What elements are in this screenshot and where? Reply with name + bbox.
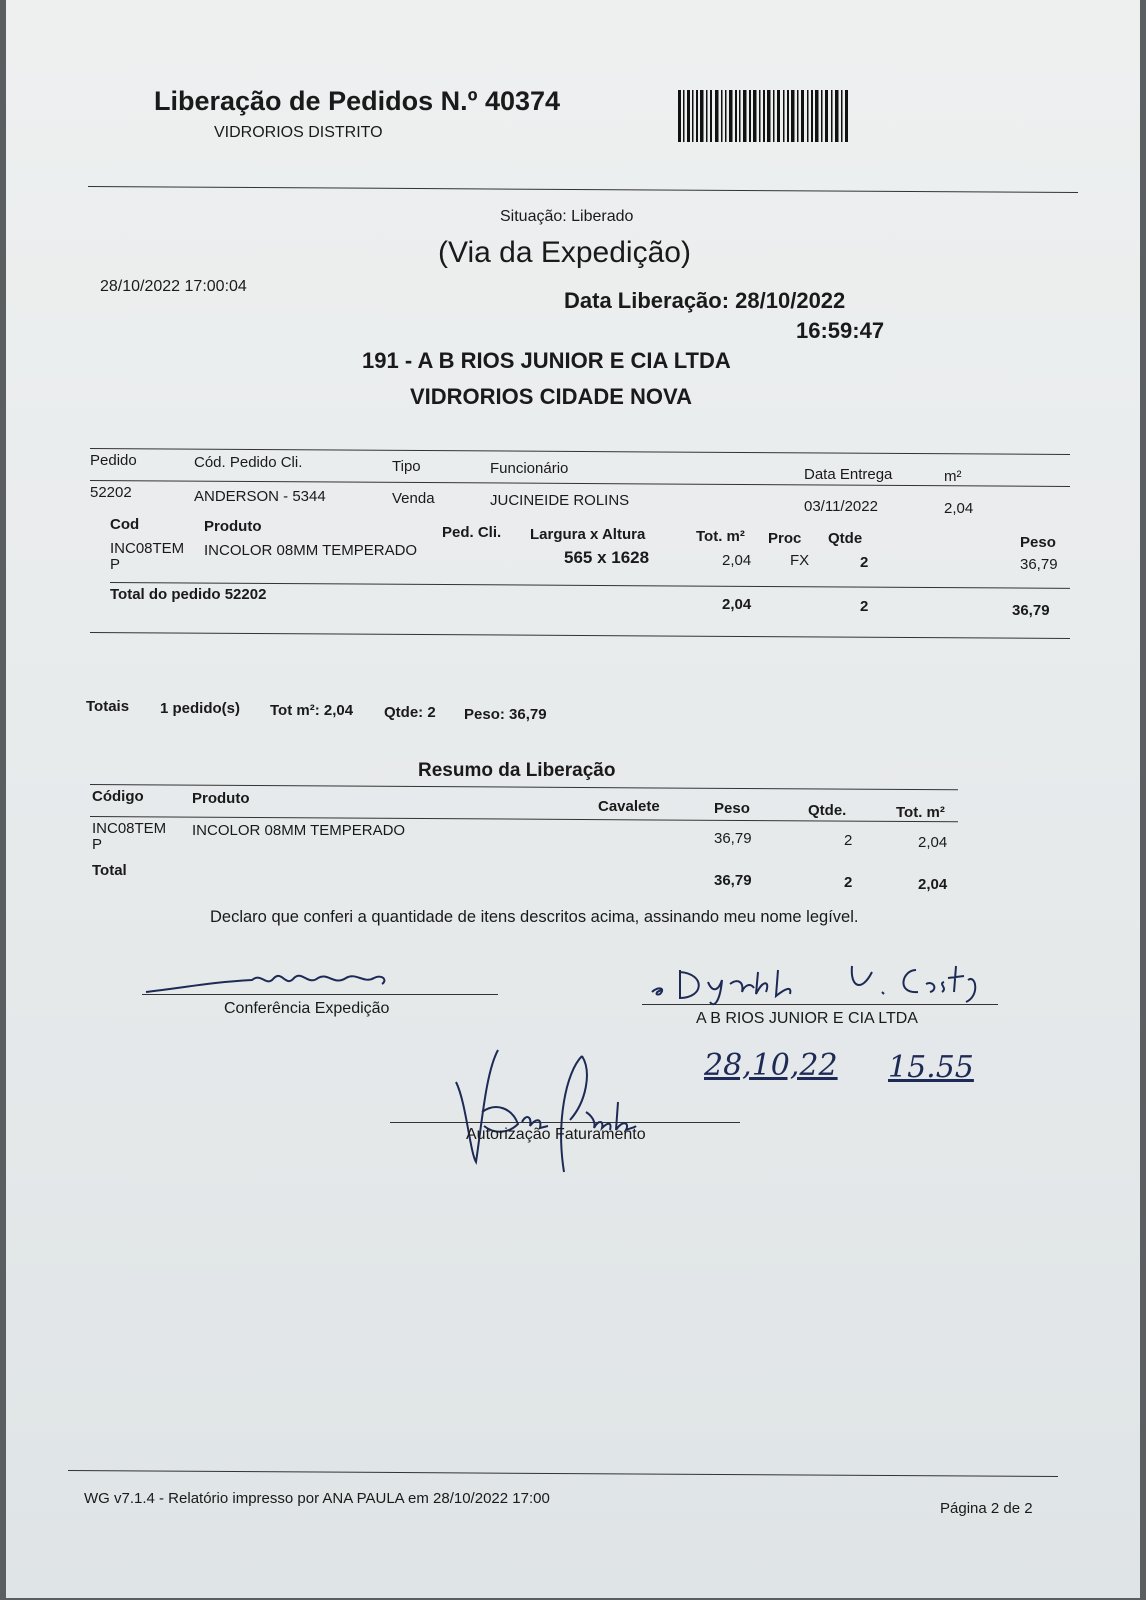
summary-title: Resumo da Liberação: [418, 760, 616, 781]
summary-qtde: 2: [844, 832, 853, 849]
barcode: [678, 90, 848, 142]
col-header-data-entrega: Data Entrega: [804, 466, 893, 483]
document-title: Liberação de Pedidos N.º 40374: [154, 86, 561, 116]
signature-expedicao: [142, 958, 402, 998]
footer-printed-by: WG v7.1.4 - Relatório impresso por ANA PAULA em 28/10/2022 17:00: [84, 1490, 550, 1507]
caption-autorizacao-faturamento: Autorização Faturamento: [466, 1126, 646, 1143]
handwritten-date: 28,10,22: [704, 1048, 838, 1083]
issuer-company: VIDRORIOS DISTRITO: [214, 124, 383, 141]
item-code-line1: INC08TEM: [110, 540, 185, 557]
signature-client: [646, 952, 1006, 1006]
summary-total-qtde: 2: [844, 874, 853, 891]
release-time: 16:59:47: [796, 318, 885, 343]
item-header-largura-altura: Largura x Altura: [530, 526, 646, 543]
summary-header-peso: Peso: [714, 800, 750, 817]
summary-header-produto: Produto: [192, 790, 250, 807]
item-header-peso: Peso: [1020, 534, 1056, 551]
order-total-m2: 2,04: [722, 596, 752, 613]
item-tot-m2: 2,04: [722, 552, 752, 569]
item-header-ped-cli: Ped. Cli.: [442, 524, 502, 541]
col-header-funcionario: Funcionário: [490, 460, 569, 477]
header-divider: [88, 186, 1078, 193]
caption-conferencia-expedicao: Conferência Expedição: [224, 1000, 390, 1017]
order-number: 52202: [90, 484, 132, 501]
item-header-cod: Cod: [110, 516, 140, 533]
totals-peso: Peso: 36,79: [464, 706, 547, 723]
client-branch: VIDRORIOS CIDADE NOVA: [410, 384, 692, 409]
totals-m2: Tot m²: 2,04: [270, 702, 354, 719]
item-header-tot-m2: Tot. m²: [696, 528, 745, 545]
totals-qtde: Qtde: 2: [384, 704, 436, 721]
copy-label: (Via da Expedição): [438, 236, 691, 269]
col-header-cod-cli: Cód. Pedido Cli.: [194, 454, 303, 471]
order-m2: 2,04: [944, 500, 974, 517]
summary-header-qtde: Qtde.: [808, 802, 847, 819]
order-table-bottom-line: [90, 632, 1070, 639]
handwritten-time: 15.55: [888, 1050, 974, 1085]
col-header-tipo: Tipo: [392, 458, 421, 475]
summary-total-peso: 36,79: [714, 872, 752, 889]
summary-code-line1: INC08TEM: [92, 820, 167, 837]
summary-product: INCOLOR 08MM TEMPERADO: [192, 822, 406, 839]
order-total-qtde: 2: [860, 598, 869, 615]
col-header-m2: m²: [944, 468, 962, 485]
summary-peso: 36,79: [714, 830, 752, 847]
summary-tot-m2: 2,04: [918, 834, 948, 851]
item-product: INCOLOR 08MM TEMPERADO: [204, 542, 418, 559]
totals-label: Totais: [86, 698, 130, 715]
order-total-label: Total do pedido 52202: [110, 586, 267, 603]
page-number: Página 2 de 2: [940, 1500, 1033, 1517]
item-proc: FX: [790, 552, 810, 569]
employee-name: JUCINEIDE ROLINS: [490, 492, 630, 509]
item-code-line2: P: [110, 556, 121, 573]
order-header-underline: [90, 480, 1070, 487]
summary-code-line2: P: [92, 836, 103, 853]
summary-total-label: Total: [92, 862, 127, 879]
item-dimensions: 565 x 1628: [564, 548, 650, 567]
item-header-qtde: Qtde: [828, 530, 863, 547]
signature-faturamento: [446, 1042, 686, 1180]
summary-header-cavalete: Cavalete: [598, 798, 660, 815]
footer-divider: [68, 1470, 1058, 1477]
client-name: 191 - A B RIOS JUNIOR E CIA LTDA: [362, 348, 731, 373]
status-text: Situação: Liberado: [500, 208, 634, 225]
document-page: [6, 0, 1140, 1598]
printed-datetime: 28/10/2022 17:00:04: [100, 278, 247, 295]
item-qtde: 2: [860, 554, 869, 571]
item-header-proc: Proc: [768, 530, 802, 547]
summary-total-tot-m2: 2,04: [918, 876, 948, 893]
client-order-code: ANDERSON - 5344: [194, 488, 326, 505]
summary-header-codigo: Código: [92, 788, 144, 805]
declaration: Declaro que conferi a quantidade de itens descritos acima, assinando meu nome legível.: [210, 908, 859, 926]
col-header-pedido: Pedido: [90, 452, 137, 469]
caption-client-company: A B RIOS JUNIOR E CIA LTDA: [696, 1010, 918, 1027]
delivery-date: 03/11/2022: [804, 498, 878, 515]
summary-header-tot-m2: Tot. m²: [896, 804, 945, 821]
totals-orders: 1 pedido(s): [160, 700, 241, 717]
order-total-peso: 36,79: [1012, 602, 1050, 619]
item-header-produto: Produto: [204, 518, 262, 535]
item-peso: 36,79: [1020, 556, 1058, 573]
release-date: Data Liberação: 28/10/2022: [564, 288, 846, 313]
order-type: Venda: [392, 490, 435, 507]
